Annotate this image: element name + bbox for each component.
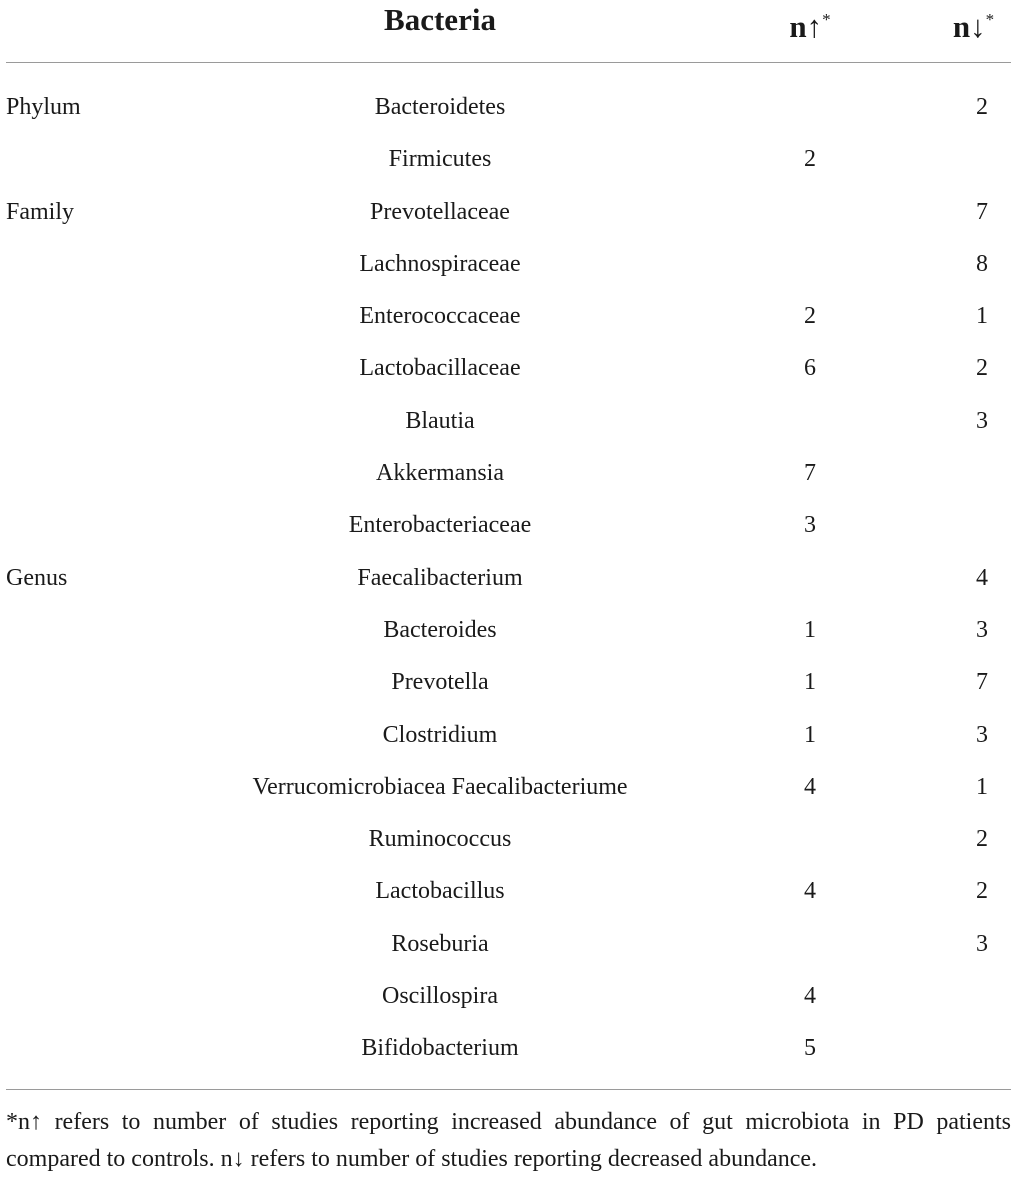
table-row xyxy=(0,186,1017,238)
n-up-cell: 1 xyxy=(804,669,816,696)
bacteria-name-cell: Enterococcaceae xyxy=(359,303,521,330)
table-row xyxy=(0,865,1017,917)
n-up-cell: 1 xyxy=(804,721,816,748)
table-header xyxy=(0,0,1017,44)
table-row xyxy=(0,761,1017,813)
table-row xyxy=(0,604,1017,656)
table-row xyxy=(0,552,1017,604)
bacteria-name-cell: Bifidobacterium xyxy=(361,1035,519,1062)
n-up-cell: 3 xyxy=(804,512,816,539)
n-up-cell: 7 xyxy=(804,460,816,487)
n-down-cell: 2 xyxy=(976,94,988,120)
bacteria-name-cell: Lactobacillaceae xyxy=(359,355,521,382)
n-up-cell: 4 xyxy=(804,983,816,1010)
n-up-cell: 2 xyxy=(804,146,816,173)
bacteria-name-cell: Blautia xyxy=(405,407,475,434)
header-n-down xyxy=(930,0,1017,47)
header-n-up xyxy=(760,0,860,47)
table-row xyxy=(0,238,1017,290)
table-row xyxy=(0,1022,1017,1074)
bacteria-name-cell: Bacteroidetes xyxy=(374,94,506,120)
taxonomic-level-cell: Phylum xyxy=(6,94,81,120)
bacteria-name-cell: Lactobacillus xyxy=(375,878,505,905)
bacteria-name-cell: Lachnospiraceae xyxy=(359,250,521,277)
n-down-cell: 3 xyxy=(976,616,988,643)
header-n-up-label: n↑ xyxy=(789,9,823,44)
n-up-cell: 1 xyxy=(804,616,816,643)
table-footnote: *n↑ refers to number of studies reporting increased abundance of gut microbiota in PD patients compared to controls. n↓ refers to number of studies reporting decreased abundance. xyxy=(6,1109,1011,1172)
table-row xyxy=(0,970,1017,1022)
header-n-down-label: n↓ xyxy=(952,9,986,44)
bacteria-name-cell: Verrucomicrobiacea Faecalibacteriume xyxy=(252,773,628,800)
table-row xyxy=(0,813,1017,865)
n-down-cell: 1 xyxy=(976,773,988,800)
n-down-cell: 3 xyxy=(976,721,988,748)
header-bacteria: Bacteria xyxy=(384,2,496,37)
header-n-up-mark: * xyxy=(822,10,831,29)
bacteria-name-cell: Prevotella xyxy=(391,669,489,696)
bacteria-name-cell: Akkermansia xyxy=(376,460,504,487)
header-divider xyxy=(6,62,1011,63)
n-down-cell: 7 xyxy=(976,198,988,225)
n-down-cell: 2 xyxy=(976,355,988,382)
table-row xyxy=(0,447,1017,499)
n-down-cell: 3 xyxy=(976,930,988,957)
table-body xyxy=(0,81,1017,1075)
n-down-cell: 7 xyxy=(976,669,988,696)
header-n-down-mark: * xyxy=(985,10,995,29)
table-row xyxy=(0,395,1017,447)
n-up-cell: 5 xyxy=(804,1035,816,1062)
bacteria-name-cell: Bacteroides xyxy=(383,616,497,643)
n-down-cell: 8 xyxy=(976,250,988,277)
n-down-cell: 2 xyxy=(976,826,988,853)
bacteria-name-cell: Faecalibacterium xyxy=(357,564,523,591)
taxonomic-level-cell: Genus xyxy=(6,564,68,591)
table-row xyxy=(0,918,1017,970)
n-down-cell: 3 xyxy=(976,407,988,434)
table-row xyxy=(0,709,1017,761)
bacteria-name-cell: Oscillospira xyxy=(382,983,498,1010)
table-row xyxy=(0,656,1017,708)
table-row xyxy=(0,342,1017,394)
bacteria-name-cell: Firmicutes xyxy=(388,146,492,173)
table-row xyxy=(0,290,1017,342)
n-down-cell: 1 xyxy=(976,303,988,330)
bacteria-name-cell: Enterobacteriaceae xyxy=(348,512,532,539)
n-up-cell: 2 xyxy=(804,303,816,330)
n-up-cell: 4 xyxy=(804,773,816,800)
taxonomic-level-cell: Family xyxy=(6,198,75,225)
table-row xyxy=(0,499,1017,551)
bacteria-name-cell: Prevotellaceae xyxy=(370,198,510,225)
table-bottom-divider xyxy=(6,1089,1011,1090)
n-down-cell: 2 xyxy=(976,878,988,905)
bacteria-name-cell: Clostridium xyxy=(382,721,498,748)
n-up-cell: 4 xyxy=(804,878,816,905)
table-row xyxy=(0,133,1017,185)
bacteria-name-cell: Ruminococcus xyxy=(368,826,512,853)
n-down-cell: 4 xyxy=(976,564,988,591)
n-up-cell: 6 xyxy=(804,355,816,382)
table-row xyxy=(0,81,1017,133)
bacteria-name-cell: Roseburia xyxy=(391,930,489,957)
